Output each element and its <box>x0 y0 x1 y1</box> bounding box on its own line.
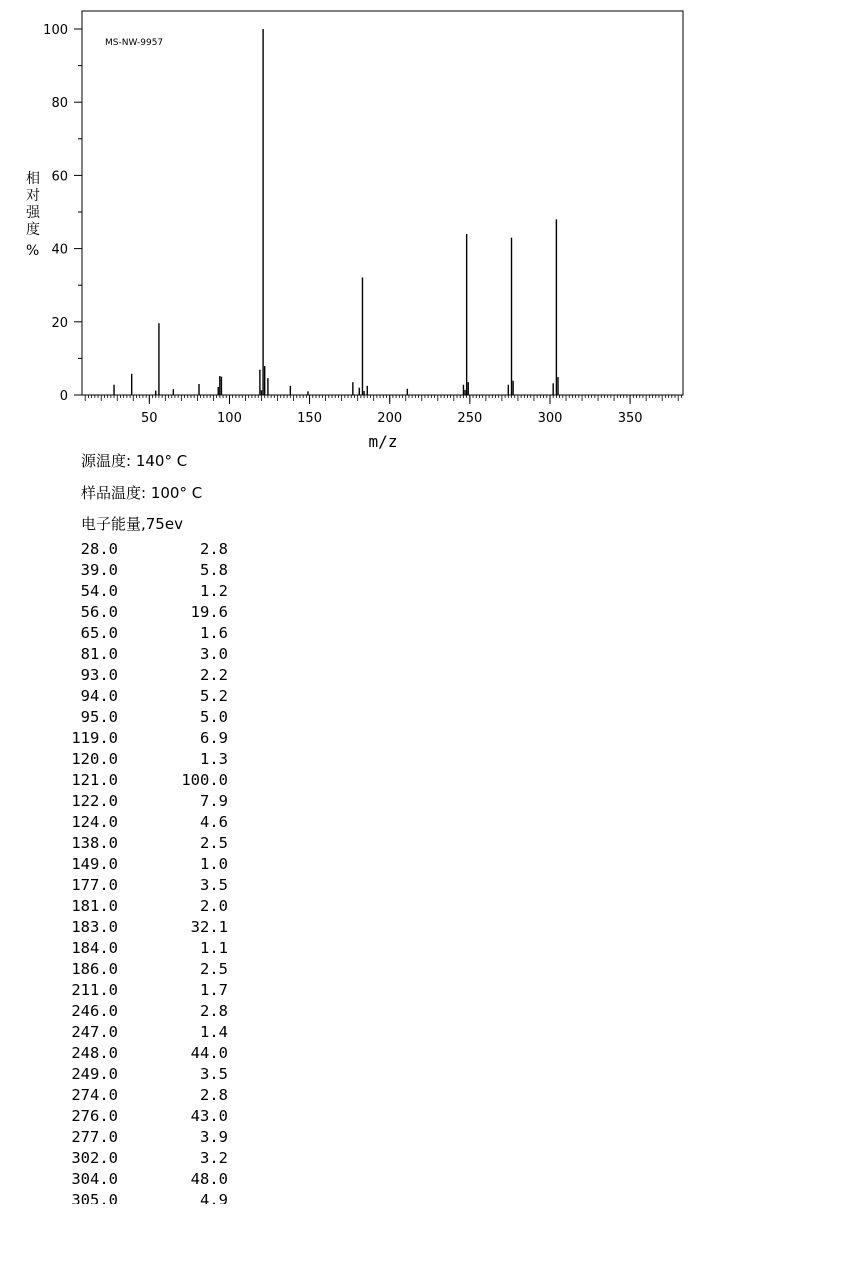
intensity-value: 3.2 <box>200 1149 228 1167</box>
y-tick-label: 20 <box>51 315 68 331</box>
mz-value: 39.0 <box>80 561 118 579</box>
intensity-value: 1.6 <box>200 624 228 642</box>
x-axis <box>141 395 642 426</box>
mz-value: 93.0 <box>80 666 118 684</box>
x-tick-label: 250 <box>457 411 483 426</box>
intensity-value: 2.8 <box>200 1086 228 1104</box>
table-row <box>40 1086 240 1107</box>
table-row <box>40 834 240 855</box>
mz-value: 149.0 <box>71 855 118 873</box>
y-tick-label: 0 <box>59 389 68 404</box>
intensity-value: 1.4 <box>200 1023 228 1041</box>
table-row <box>40 939 240 960</box>
table-row <box>40 1002 240 1023</box>
intensity-value: 43.0 <box>190 1107 228 1125</box>
plot-border <box>82 11 683 395</box>
intensity-value: 4.9 <box>200 1191 228 1204</box>
table-row <box>40 813 240 834</box>
mz-value: 277.0 <box>71 1128 118 1146</box>
table-row <box>40 687 240 708</box>
mz-value: 119.0 <box>71 729 118 747</box>
table-row <box>40 792 240 813</box>
mz-value: 186.0 <box>71 960 118 978</box>
intensity-value: 5.2 <box>200 687 228 705</box>
intensity-value: 7.9 <box>200 792 228 810</box>
mz-value: 183.0 <box>71 918 118 936</box>
intensity-value: 5.0 <box>200 708 228 726</box>
sample-temperature: 样品温度: 100° C <box>81 484 203 502</box>
mz-value: 305.0 <box>71 1191 118 1204</box>
mz-value: 28.0 <box>80 540 118 558</box>
y-tick-label: 40 <box>51 242 68 258</box>
source-temperature: 源温度: 140° C <box>81 452 188 470</box>
table-row <box>40 540 240 561</box>
mz-value: 276.0 <box>71 1107 118 1125</box>
intensity-value: 1.0 <box>200 855 228 873</box>
intensity-value: 2.5 <box>200 834 228 852</box>
y-tick-label: 100 <box>43 23 68 38</box>
table-row <box>40 1170 240 1191</box>
mz-value: 138.0 <box>71 834 118 852</box>
table-row <box>40 1107 240 1128</box>
mz-value: 181.0 <box>71 897 118 915</box>
intensity-value: 1.3 <box>200 750 228 768</box>
table-row <box>40 645 240 666</box>
intensity-value: 2.5 <box>200 960 228 978</box>
intensity-value: 100.0 <box>181 771 228 789</box>
intensity-value: 2.2 <box>200 666 228 684</box>
table-row <box>40 1065 240 1086</box>
mz-value: 246.0 <box>71 1002 118 1020</box>
mz-value: 177.0 <box>71 876 118 894</box>
intensity-value: 2.8 <box>200 1002 228 1020</box>
sample-id-label: MS-NW-9957 <box>105 38 164 48</box>
x-tick-label: 100 <box>217 411 242 426</box>
table-row <box>40 1044 240 1065</box>
intensity-value: 3.9 <box>200 1128 228 1146</box>
table-row <box>40 729 240 750</box>
table-row <box>40 750 240 771</box>
table-row <box>40 1128 240 1149</box>
x-axis-label: m/z <box>368 432 398 451</box>
mz-value: 122.0 <box>71 792 118 810</box>
mz-value: 302.0 <box>71 1149 118 1167</box>
intensity-value: 3.5 <box>200 876 228 894</box>
table-row <box>40 981 240 1002</box>
table-row <box>40 666 240 687</box>
intensity-value: 6.9 <box>200 729 228 747</box>
table-row <box>40 897 240 918</box>
mz-value: 211.0 <box>71 981 118 999</box>
table-row <box>40 855 240 876</box>
mz-value: 184.0 <box>71 939 118 957</box>
peak-bars <box>114 29 558 395</box>
mz-value: 121.0 <box>71 771 118 789</box>
table-row <box>40 918 240 939</box>
intensity-value: 3.5 <box>200 1065 228 1083</box>
intensity-value: 1.1 <box>200 939 228 957</box>
table-row <box>40 771 240 792</box>
intensity-value: 2.8 <box>200 540 228 558</box>
intensity-value: 4.6 <box>200 813 228 831</box>
table-row <box>40 876 240 897</box>
mz-value: 94.0 <box>80 687 118 705</box>
mz-value: 120.0 <box>71 750 118 768</box>
table-row <box>40 561 240 582</box>
mz-value: 248.0 <box>71 1044 118 1062</box>
table-row <box>40 1149 240 1170</box>
mz-value: 54.0 <box>80 582 118 600</box>
mz-value: 249.0 <box>71 1065 118 1083</box>
table-row <box>40 603 240 624</box>
intensity-value: 19.6 <box>190 603 228 621</box>
y-tick-label: 80 <box>51 96 68 112</box>
mz-value: 124.0 <box>71 813 118 831</box>
mass-spectrum-chart <box>0 0 850 460</box>
intensity-value: 5.8 <box>200 561 228 579</box>
x-tick-label: 150 <box>297 411 322 426</box>
table-row <box>40 624 240 645</box>
intensity-value: 44.0 <box>190 1044 228 1062</box>
mz-value: 304.0 <box>71 1170 118 1188</box>
y-axis <box>43 23 82 404</box>
table-row <box>40 708 240 729</box>
mz-value: 81.0 <box>80 645 118 663</box>
electron-energy: 电子能量,75ev <box>81 515 183 533</box>
x-tick-label: 350 <box>617 411 643 426</box>
mz-value: 56.0 <box>80 603 118 621</box>
minor-ticks <box>85 395 681 401</box>
y-axis-label: 相对强度% <box>26 171 40 259</box>
plot-frame <box>82 11 683 395</box>
peak-table <box>40 540 240 1204</box>
intensity-value: 3.0 <box>200 645 228 663</box>
intensity-value: 1.7 <box>200 981 228 999</box>
table-row <box>40 582 240 603</box>
x-tick-label: 300 <box>537 411 563 426</box>
intensity-value: 2.0 <box>200 897 228 915</box>
intensity-value: 32.1 <box>190 918 228 936</box>
mz-value: 95.0 <box>80 708 118 726</box>
mz-value: 274.0 <box>71 1086 118 1104</box>
x-tick-label: 200 <box>377 411 403 426</box>
mz-value: 65.0 <box>80 624 118 642</box>
table-row <box>40 960 240 981</box>
intensity-value: 1.2 <box>200 582 228 600</box>
table-row <box>40 1023 240 1044</box>
intensity-value: 48.0 <box>190 1170 228 1188</box>
x-tick-label: 50 <box>141 411 158 426</box>
y-tick-label: 60 <box>51 169 68 185</box>
table-row <box>40 1191 240 1204</box>
mz-value: 247.0 <box>71 1023 118 1041</box>
